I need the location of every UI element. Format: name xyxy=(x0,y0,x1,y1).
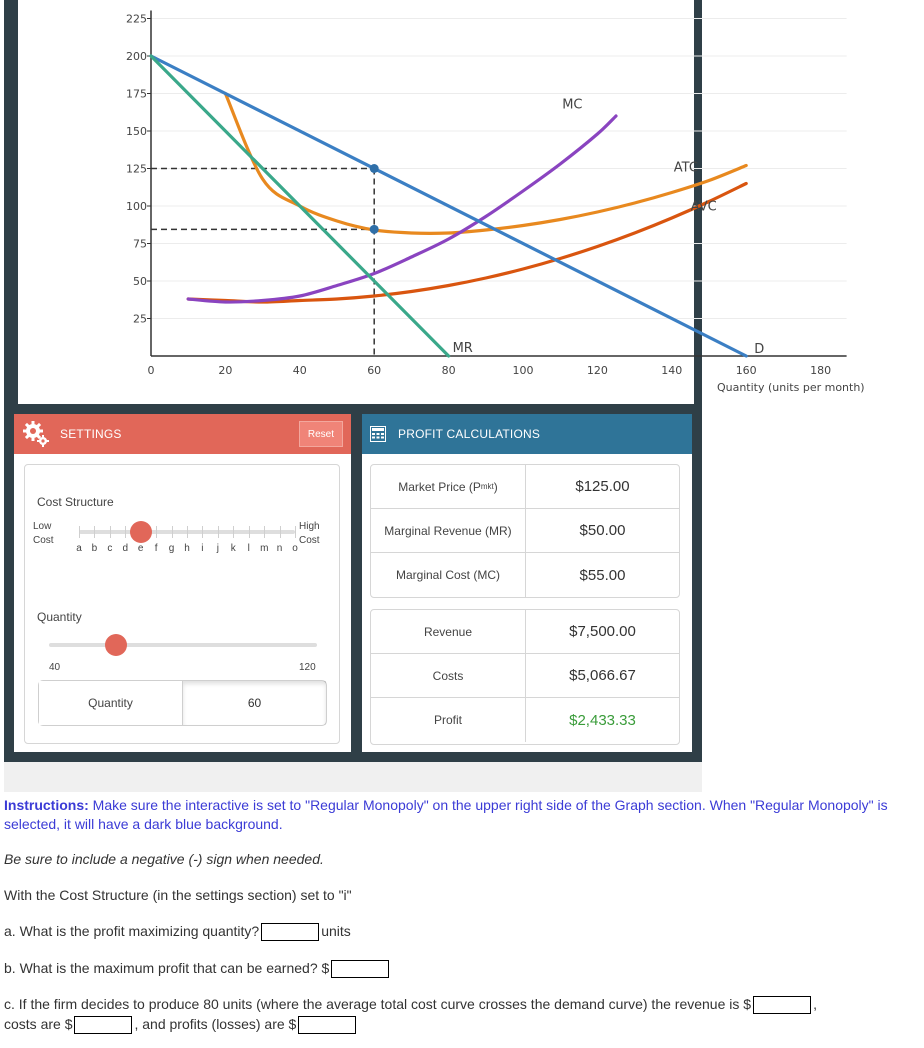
cost-slider-letter: i xyxy=(201,543,204,554)
marginal-revenue-label: Marginal Revenue (MR) xyxy=(371,509,526,552)
cost-structure-label: Cost Structure xyxy=(37,495,114,509)
y-tick-label: 25 xyxy=(133,312,147,326)
marginal-revenue-value: $50.00 xyxy=(579,522,626,539)
marginal-revenue-row xyxy=(371,509,679,553)
y-tick-label: 50 xyxy=(133,275,147,288)
y-tick-label: 75 xyxy=(133,237,147,251)
cost-slider-letter: d xyxy=(122,543,129,554)
settings-panel xyxy=(14,414,351,752)
setup-text: With the Cost Structure (in the settings section) set to "i" xyxy=(4,887,352,903)
cost-slider-knob[interactable] xyxy=(130,521,152,543)
atc-curve xyxy=(225,94,746,234)
answer-a-input[interactable] xyxy=(261,923,319,941)
quantity-slider[interactable] xyxy=(49,633,317,657)
x-tick-label: 20 xyxy=(218,364,233,377)
profit-label: Profit xyxy=(371,698,526,742)
question-c: c. If the firm decides to produce 80 units (where the average total cost curve crosses the demand curve) the revenue is $ , xyxy=(4,996,817,1014)
cost-slider-letter: j xyxy=(216,543,219,554)
settings-header xyxy=(14,414,351,454)
marginal-cost-label: Marginal Cost (MC) xyxy=(371,553,526,597)
quantity-max-label: 120 xyxy=(299,662,316,673)
x-tick-label: 60 xyxy=(367,364,382,377)
mr-label: MR xyxy=(452,341,473,356)
cost-slider-tick xyxy=(233,526,234,538)
y-tick-label: 150 xyxy=(126,125,147,138)
cost-slider-tick xyxy=(249,526,250,538)
profit-calculations-title: PROFIT CALCULATIONS xyxy=(398,427,541,441)
costs-value: $5,066.67 xyxy=(569,667,636,684)
quantity-field-label: Quantity xyxy=(39,681,183,725)
cost-slider-letter: h xyxy=(184,543,190,554)
cost-slider-tick xyxy=(264,526,265,538)
quantity-label: Quantity xyxy=(37,610,82,624)
equilibrium-marker xyxy=(370,225,379,234)
avc-curve xyxy=(188,184,746,303)
answer-c-profit-input[interactable] xyxy=(298,1016,356,1034)
mc-label: MC xyxy=(562,97,583,113)
x-tick-label: 140 xyxy=(661,364,683,377)
answer-c-revenue-input[interactable] xyxy=(753,996,811,1014)
cost-slider-letter: n xyxy=(276,543,283,554)
cost-slider-tick xyxy=(110,526,111,538)
gear-icon xyxy=(22,420,52,450)
instructions-heading: Instructions: xyxy=(4,797,89,813)
cost-slider-letter: g xyxy=(168,543,175,554)
instructions xyxy=(4,796,914,834)
reset-button[interactable]: Reset xyxy=(299,421,343,447)
cost-slider-tick xyxy=(202,526,203,538)
instructions-text: Make sure the interactive is set to "Regular Monopoly" on the upper right side of the Graph section. When "Regular Monopoly" is selected, it will have a dark blue background. xyxy=(4,797,888,832)
settings-title: SETTINGS xyxy=(60,427,122,441)
revenue-row xyxy=(371,610,679,654)
frame-footer xyxy=(4,762,702,792)
x-tick-label: 80 xyxy=(441,364,456,377)
cost-slider-letter: k xyxy=(230,543,236,554)
quantity-slider-track xyxy=(49,643,317,647)
cost-slider-letter: e xyxy=(137,543,144,554)
settings-box xyxy=(24,464,340,744)
revenue-label: Revenue xyxy=(371,610,526,653)
cost-structure-slider[interactable] xyxy=(76,523,298,554)
costs-label: Costs xyxy=(371,654,526,697)
atc-label: ATC xyxy=(673,160,698,176)
cost-slider-letter: l xyxy=(247,543,250,554)
x-tick-label: 160 xyxy=(735,364,757,377)
price-table xyxy=(370,464,680,598)
y-tick-label: 175 xyxy=(126,87,147,101)
interactive-frame xyxy=(4,0,865,762)
profit-table xyxy=(370,609,680,745)
cost-slider-tick xyxy=(125,526,126,538)
revenue-value: $7,500.00 xyxy=(569,623,636,640)
marginal-cost-row xyxy=(371,553,679,597)
x-tick-label: 0 xyxy=(147,364,155,377)
x-axis-label: Quantity (units per month) xyxy=(716,381,865,394)
question-a: a. What is the profit maximizing quantity? units xyxy=(4,923,351,941)
cost-slider-tick xyxy=(218,526,219,538)
y-tick-label: 125 xyxy=(126,162,147,176)
y-tick-label: 100 xyxy=(126,200,147,213)
y-tick-label: 200 xyxy=(126,50,147,63)
cost-slider-letter: o xyxy=(292,543,298,554)
market-price-row xyxy=(371,465,679,509)
x-tick-label: 40 xyxy=(292,364,307,377)
costs-row xyxy=(371,654,679,698)
x-tick-label: 120 xyxy=(586,364,608,377)
demand-label: D xyxy=(754,342,765,357)
low-cost-label: Low Cost xyxy=(33,521,54,546)
equilibrium-marker xyxy=(370,164,379,173)
mc-curve xyxy=(188,116,616,302)
quantity-input[interactable]: 60 xyxy=(183,681,326,725)
quantity-field xyxy=(38,680,327,726)
market-price-value: $125.00 xyxy=(575,478,630,495)
cost-slider-tick xyxy=(156,526,157,538)
cost-slider-letter: f xyxy=(154,543,158,554)
graph-area xyxy=(18,0,865,404)
y-tick-label: 225 xyxy=(126,12,147,26)
profit-row xyxy=(371,698,679,742)
question-c-cont: costs are $ , and profits (losses) are $ xyxy=(4,1016,358,1034)
x-tick-label: 180 xyxy=(810,364,832,377)
cost-slider-letter: m xyxy=(260,543,269,554)
answer-b-input[interactable] xyxy=(331,960,389,978)
cost-slider-tick xyxy=(172,526,173,538)
cost-slider-tick xyxy=(280,526,281,538)
negative-sign-note: Be sure to include a negative (-) sign when needed. xyxy=(4,851,324,867)
marginal-cost-value: $55.00 xyxy=(579,566,626,584)
cost-slider-tick xyxy=(295,526,296,538)
avc-label: AVC xyxy=(690,199,717,215)
x-tick-label: 100 xyxy=(512,364,534,377)
cost-slider-letter: c xyxy=(107,543,113,554)
cost-slider-letter: b xyxy=(91,543,98,554)
monopoly-graph xyxy=(18,0,865,404)
cost-slider-tick xyxy=(187,526,188,538)
quantity-min-label: 40 xyxy=(49,662,61,673)
profit-calculations-panel xyxy=(362,414,692,752)
market-price-label: Market Price (P mkt ) xyxy=(371,465,526,508)
quantity-slider-knob[interactable] xyxy=(105,634,127,656)
cost-slider-tick xyxy=(94,526,95,538)
high-cost-label: High Cost xyxy=(299,521,320,546)
cost-slider-letter: a xyxy=(76,543,82,554)
question-b: b. What is the maximum profit that can be earned? $ xyxy=(4,960,391,978)
calculator-icon xyxy=(370,426,386,442)
cost-slider-tick xyxy=(79,526,80,538)
profit-value: $2,433.33 xyxy=(569,711,636,729)
profit-calculations-header xyxy=(362,414,692,454)
answer-c-costs-input[interactable] xyxy=(74,1016,132,1034)
